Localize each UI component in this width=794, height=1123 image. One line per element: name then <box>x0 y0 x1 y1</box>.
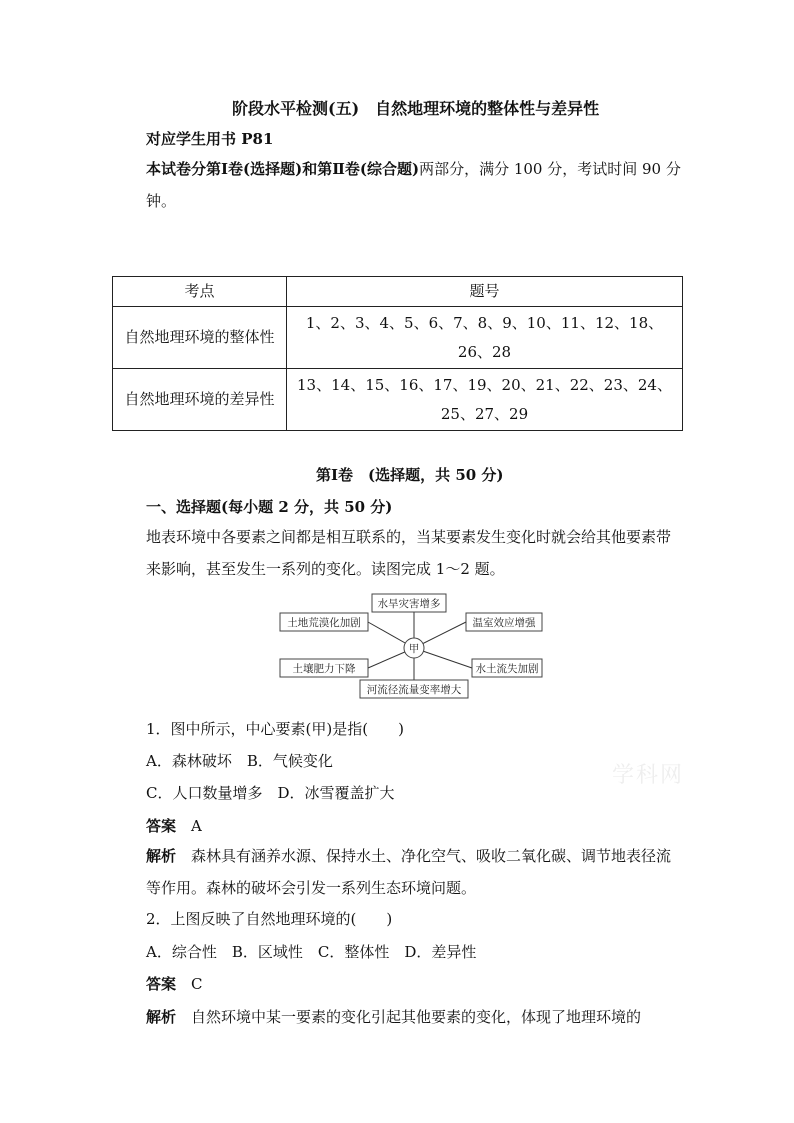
question-1-options-c-d: C．人口数量增多 D．冰雪覆盖扩大 <box>146 784 395 802</box>
reference-line: 对应学生用书 P81 <box>146 130 274 148</box>
node-bottom: 河流径流量变率增大 <box>366 684 462 696</box>
answer-value: C <box>191 975 203 993</box>
table-cell-topic: 自然地理环境的差异性 <box>113 369 287 431</box>
node-lower-left: 土壤肥力下降 <box>292 663 356 675</box>
intro-rest: 两部分，满分 100 分，考试时间 90 分钟。 <box>146 160 681 210</box>
analysis-text: 森林具有涵养水源、保持水土、净化空气、吸收二氧化碳、调节地表径流等作用。森林的破坏会引发一系列生态环境问题。 <box>146 847 672 897</box>
answer-value: A <box>191 817 202 835</box>
table-cell-questions: 1、2、3、4、5、6、7、8、9、10、11、12、18、26、28 <box>287 307 683 369</box>
analysis-label: 解析 <box>146 847 177 865</box>
table-header-questions: 题号 <box>287 277 683 307</box>
passage-paragraph: 地表环境中各要素之间都是相互联系的，当某要素发生变化时就会给其他要素带来影响，甚至发生一系列的变化。读图完成 1～2 题。 <box>146 528 672 578</box>
question-2-options: A．综合性 B．区域性 C．整体性 D．差异性 <box>146 943 477 961</box>
table-row <box>113 307 683 369</box>
question-1-analysis <box>146 840 682 904</box>
intro-bold: 本试卷分第Ⅰ卷(选择题)和第Ⅱ卷(综合题) <box>146 160 420 178</box>
table-row <box>113 369 683 431</box>
node-upper-left: 土地荒漠化加剧 <box>287 617 361 629</box>
intro-paragraph <box>146 153 682 217</box>
analysis-text: 自然环境中某一要素的变化引起其他要素的变化，体现了地理环境的 <box>191 1008 642 1026</box>
question-2-analysis <box>146 1006 641 1027</box>
question-1-stem: 1．图中所示，中心要素(甲)是指( ) <box>146 720 404 738</box>
table-header-topic: 考点 <box>113 277 287 307</box>
analysis-label: 解析 <box>146 1008 177 1026</box>
answer-label: 答案 <box>146 975 177 993</box>
volume-title: 第Ⅰ卷 (选择题，共 50 分) <box>316 466 504 484</box>
question-2-answer-line <box>146 973 203 994</box>
node-top: 水旱灾害增多 <box>377 598 441 610</box>
question-1-options-a-b: A．森林破坏 B．气候变化 <box>146 752 333 770</box>
node-upper-right: 温室效应增强 <box>472 617 536 629</box>
page-title: 阶段水平检测(五) 自然地理环境的整体性与差异性 <box>232 99 600 118</box>
node-lower-right: 水土流失加剧 <box>475 663 539 675</box>
topic-table <box>112 276 683 431</box>
element-relation-diagram <box>276 590 546 700</box>
question-1-answer-line <box>146 815 202 836</box>
table-cell-topic: 自然地理环境的整体性 <box>113 307 287 369</box>
table-header-row <box>113 277 683 307</box>
answer-label: 答案 <box>146 817 177 835</box>
part-title: 一、选择题(每小题 2 分，共 50 分) <box>146 498 393 516</box>
table-cell-questions: 13、14、15、16、17、19、20、21、22、23、24、25、27、29 <box>287 369 683 431</box>
question-2-stem: 2．上图反映了自然地理环境的( ) <box>146 910 393 928</box>
node-center: 甲 <box>408 643 420 655</box>
watermark: 学科网 <box>612 763 685 788</box>
